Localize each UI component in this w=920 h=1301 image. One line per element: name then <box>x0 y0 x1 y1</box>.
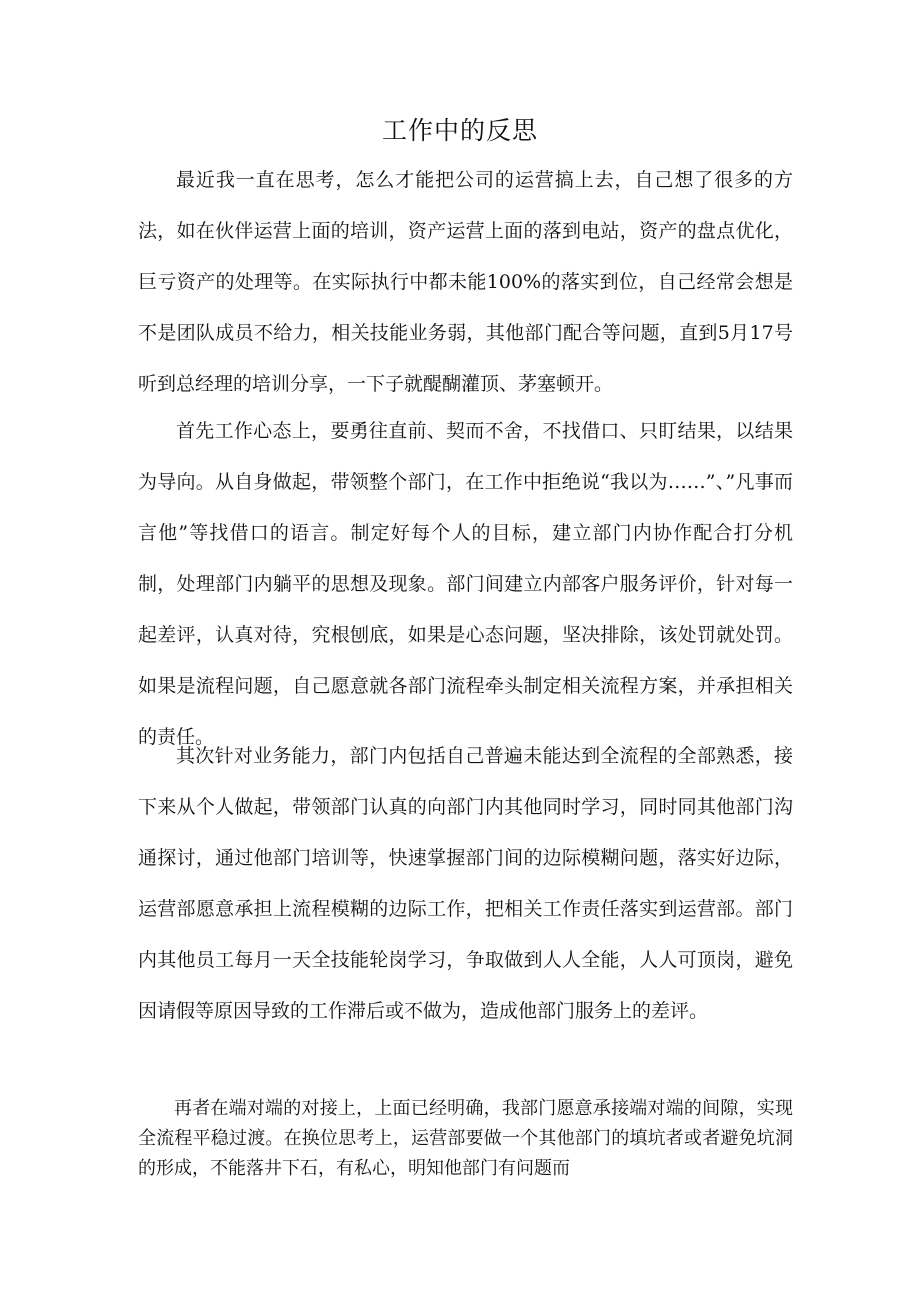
paragraph-4: 再者在端对端的对接上，上面已经明确，我部门愿意承接端对端的间隙，实现全流程平稳过渡。在换位思考上，运营部要做一个其他部门的填坑者或者避免坑洞的形成，不能落井下石，有私心，明知他部门有问题而 <box>138 1098 793 1179</box>
paragraph-3: 其次针对业务能力，部门内包括自己普遍未能达到全流程的全部熟悉，接下来从个人做起，带领部门认真的向部门内其他同时学习，同时同其他部门沟通探讨，通过他部门培训等，快速掌握部门间的边际模糊问题，落实好边际，运营部愿意承担上流程模糊的边际工作，把相关工作责任落实到运营部。部门内其他员工每月一天全技能轮岗学习，争取做到人人全能，人人可顶岗，避免因请假等原因导致的工作滞后或不做为，造成他部门服务上的差评。 <box>138 745 793 1022</box>
paragraph-2: 首先工作心态上，要勇往直前、契而不舍，不找借口、只盯结果，以结果为导向。从自身做起，带领整个部门，在工作中拒绝说“我以为……”、”凡事而言他”等找借口的语言。制定好每个人的目标，建立部门内协作配合打分机制，处理部门内躺平的思想及现象。部门间建立内部客户服务评价，针对每一起差评，认真对待，究根刨底，如果是心态问题，坚决排除，该处罚就处罚。如果是流程问题，自己愿意就各部门流程牵头制定相关流程方案，并承担相关的责任。 <box>138 420 793 748</box>
page-title: 工作中的反思 <box>381 116 538 145</box>
paragraph-1: 最近我一直在思考，怎么才能把公司的运营搞上去，自己想了很多的方法，如在伙伴运营上面的培训，资产运营上面的落到电站，资产的盘点优化，巨亏资产的处理等。在实际执行中都未能100%的落实到位，自己经常会想是不是团队成员不给力，相关技能业务弱，其他部门配合等问题，直到5月17号听到总经理的培训分享，一下子就醍醐灌顶、茅塞顿开。 <box>138 169 793 395</box>
